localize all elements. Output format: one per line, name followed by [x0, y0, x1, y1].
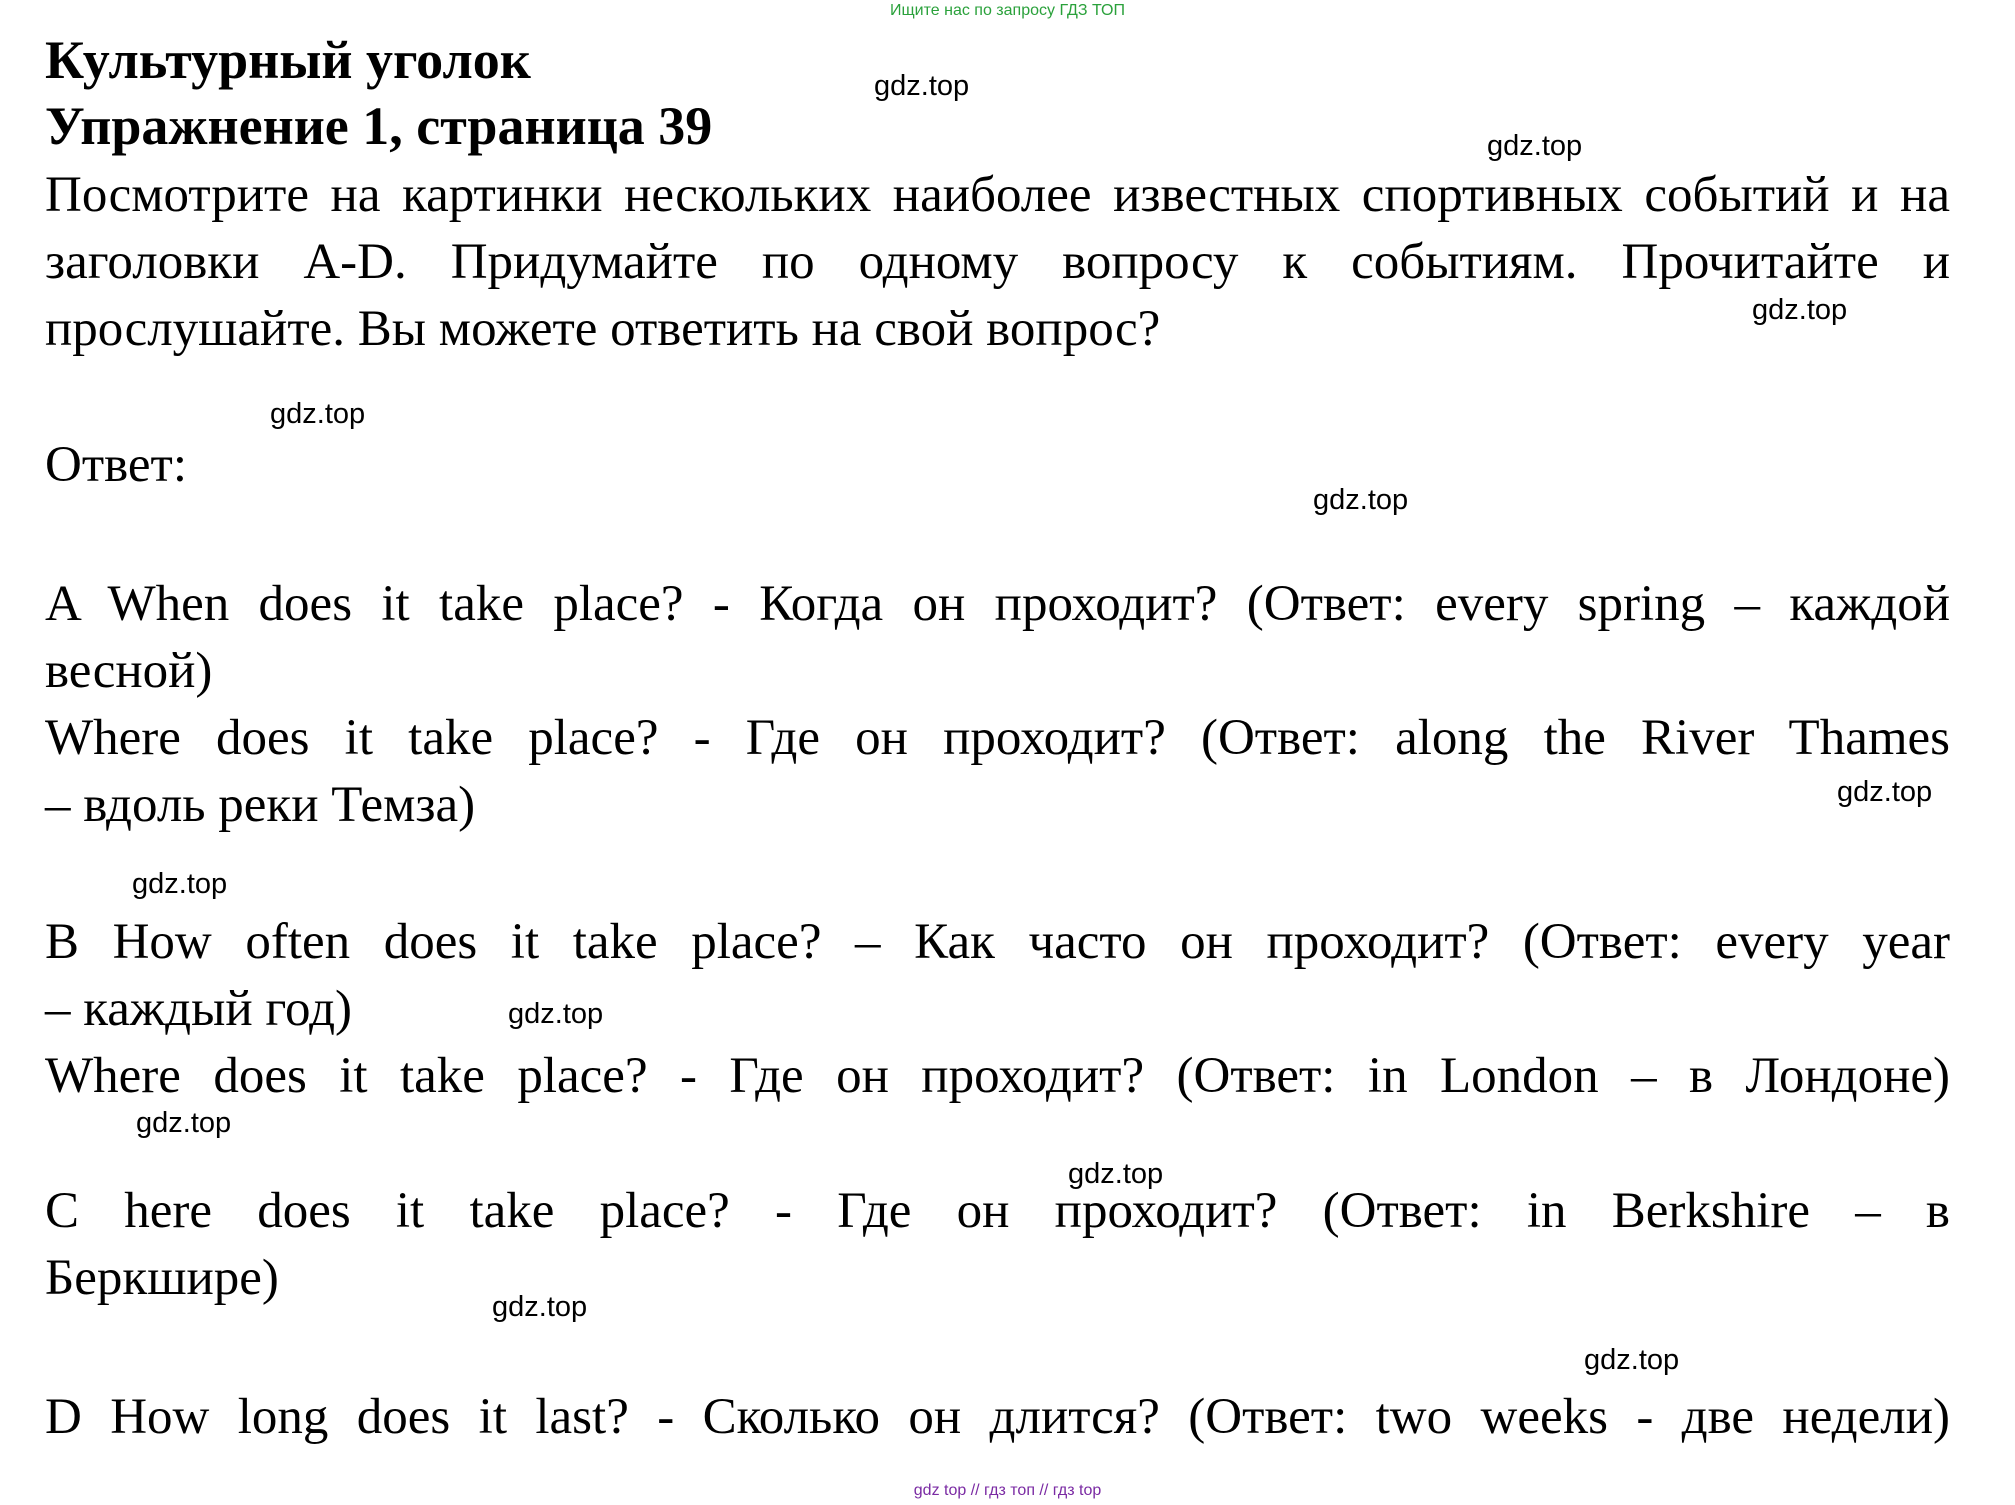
watermark: gdz.top: [1837, 776, 1933, 808]
answer-a-question1-line2: весной): [45, 643, 213, 699]
answer-a-question2-line1: Where does it take place? - Где он проходит? (Ответ: along the River Thames: [45, 710, 1950, 766]
watermark: gdz.top: [492, 1291, 588, 1323]
page-title: Культурный уголок: [45, 30, 531, 90]
watermark: gdz.top: [1487, 130, 1583, 162]
exercise-subtitle: Упражнение 1, страница 39: [45, 96, 713, 156]
footer-watermark: gdz top // гдз топ // гдз top: [913, 1482, 1102, 1499]
watermark: gdz.top: [136, 1107, 232, 1139]
answer-a-question2-line2: – вдоль реки Темза): [45, 777, 476, 833]
top-banner: Ищите нас по запросу ГДЗ ТОП: [890, 2, 1125, 19]
watermark: gdz.top: [874, 70, 970, 102]
answer-b-question2-line1: Where does it take place? - Где он проходит? (Ответ: in London – в Лондоне): [45, 1048, 1950, 1104]
answer-b-question1-line1: B How often does it take place? – Как часто он проходит? (Ответ: every year: [45, 914, 1950, 970]
answer-a-question1-line1: A When does it take place? - Когда он проходит? (Ответ: every spring – каждой: [45, 576, 1950, 632]
answer-d-question1-line1: D How long does it last? - Сколько он длится? (Ответ: two weeks - две недели): [45, 1389, 1950, 1445]
watermark: gdz.top: [1584, 1344, 1680, 1376]
task-text: Посмотрите на картинки нескольких наиболее известных спортивных событий и на заголовки A-D. Придумайте по одному вопросу к событиям. Прочитайте и прослушайте. Вы можете ответить на свой вопрос?: [45, 167, 1950, 357]
watermark: gdz.top: [508, 998, 604, 1030]
watermark: gdz.top: [1313, 484, 1409, 516]
watermark: gdz.top: [132, 868, 228, 900]
answer-label: Ответ:: [45, 437, 187, 493]
answer-c-question1-line1: C here does it take place? - Где он проходит? (Ответ: in Berkshire – в: [45, 1183, 1950, 1239]
answer-c-question1-line2: Беркшире): [45, 1250, 279, 1306]
watermark: gdz.top: [1068, 1158, 1164, 1190]
watermark: gdz.top: [270, 398, 366, 430]
watermark: gdz.top: [1752, 294, 1848, 326]
answer-b-question1-line2: – каждый год): [45, 981, 352, 1037]
